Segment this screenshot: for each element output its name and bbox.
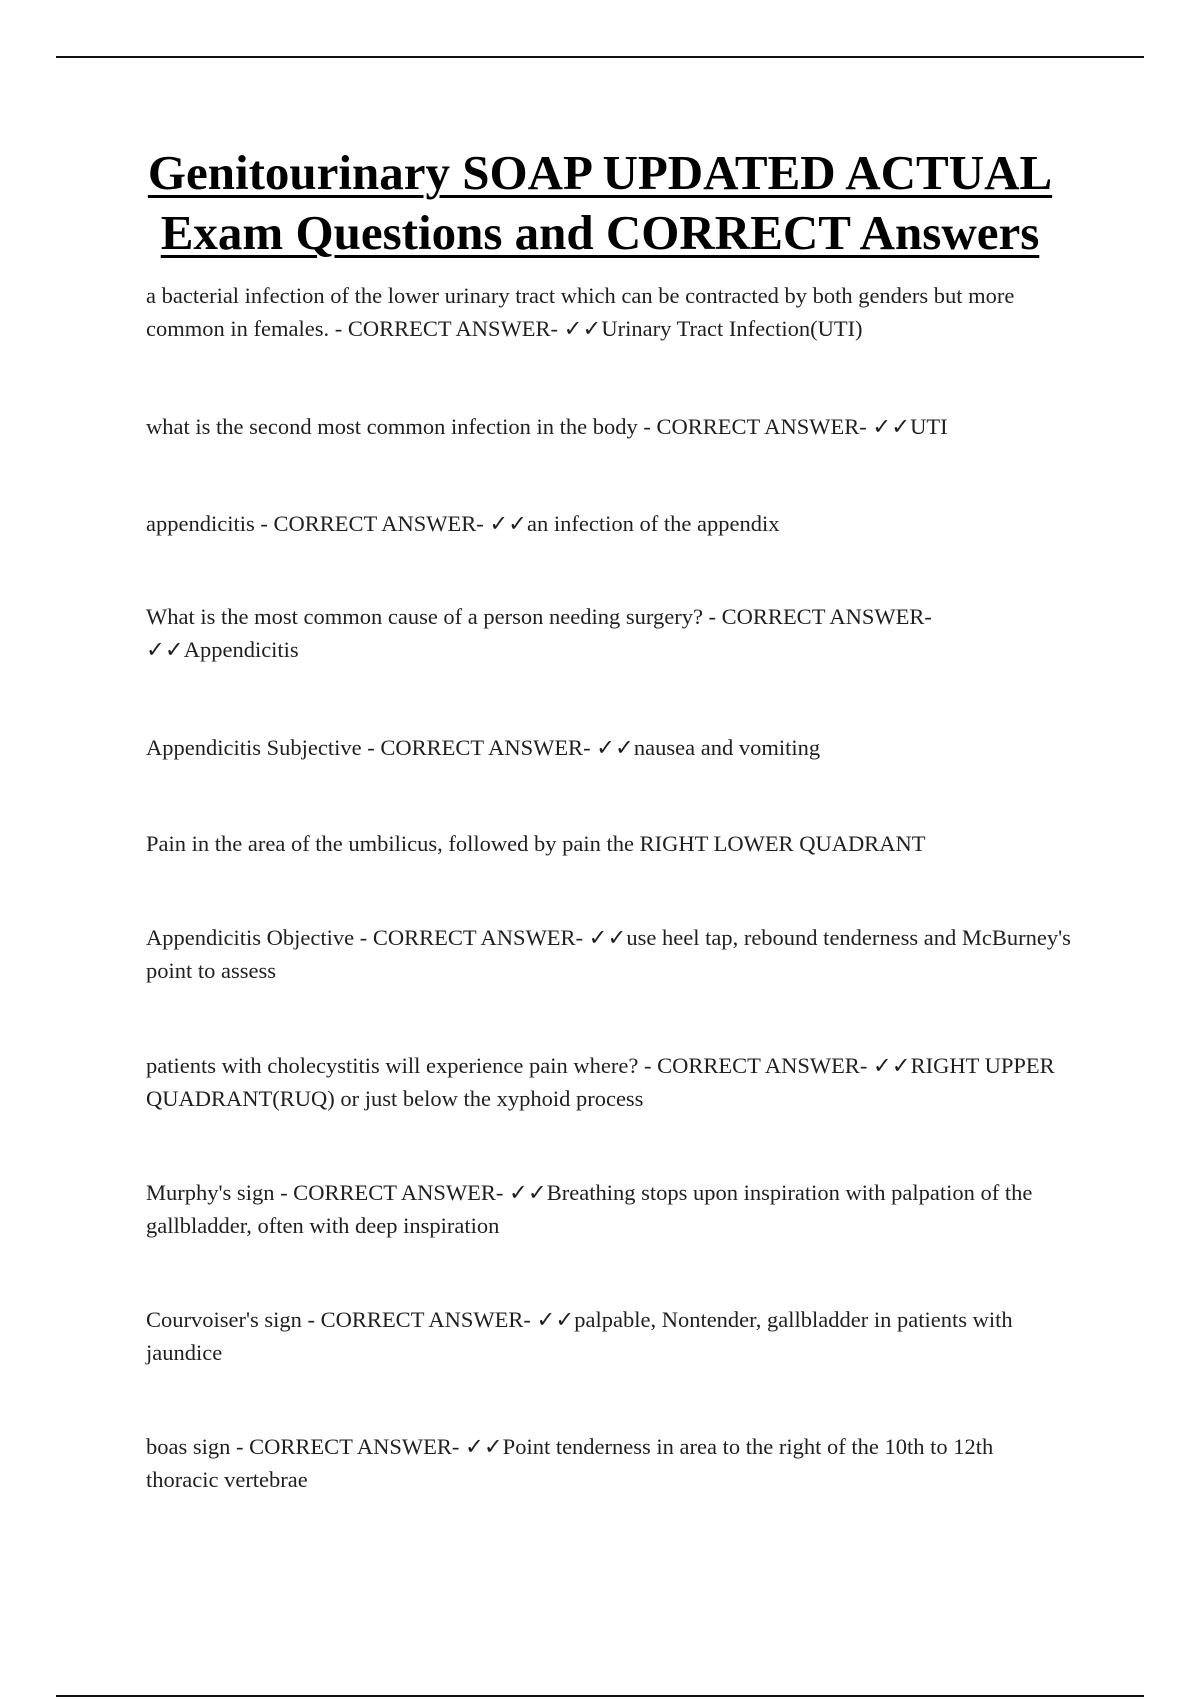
qa-entry-11: boas sign - CORRECT ANSWER- ✓✓Point tenderness in area to the right of the 10th to 12th thoracic vertebrae — [146, 1434, 994, 1492]
qa-entry-3: appendicitis - CORRECT ANSWER- ✓✓an infection of the appendix — [146, 511, 780, 536]
qa-entry-8: patients with cholecystitis will experience pain where? - CORRECT ANSWER- ✓✓RIGHT UPPER QUADRANT(RUQ) or just below the xyphoid process — [146, 1053, 1055, 1111]
qa-entry-1: a bacterial infection of the lower urinary tract which can be contracted by both genders but more common in females. - CORRECT ANSWER- ✓✓Urinary Tract Infection(UTI) — [146, 283, 1015, 341]
qa-entry-7: Appendicitis Objective - CORRECT ANSWER- ✓✓use heel tap, rebound tenderness and McBurney's point to assess — [146, 925, 1071, 983]
title-line-2: Exam Questions and CORRECT Answers — [160, 205, 1040, 260]
page-title — [56, 143, 1144, 263]
qa-entry-5: Appendicitis Subjective - CORRECT ANSWER- ✓✓nausea and vomiting — [146, 735, 821, 760]
qa-entry-6: Pain in the area of the umbilicus, followed by pain the RIGHT LOWER QUADRANT — [146, 831, 926, 856]
qa-entry-4: What is the most common cause of a person needing surgery? - CORRECT ANSWER- ✓✓Appendicitis — [146, 604, 932, 662]
title-line-1: Genitourinary SOAP UPDATED ACTUAL — [147, 145, 1053, 200]
qa-entry-10: Courvoiser's sign - CORRECT ANSWER- ✓✓palpable, Nontender, gallbladder in patients with jaundice — [146, 1307, 1013, 1365]
qa-entry-2: what is the second most common infection in the body - CORRECT ANSWER- ✓✓UTI — [146, 414, 948, 439]
qa-entry-9: Murphy's sign - CORRECT ANSWER- ✓✓Breathing stops upon inspiration with palpation of the gallbladder, often with deep inspiration — [146, 1180, 1033, 1238]
top-rule — [56, 56, 1144, 58]
bottom-rule — [56, 1695, 1144, 1697]
